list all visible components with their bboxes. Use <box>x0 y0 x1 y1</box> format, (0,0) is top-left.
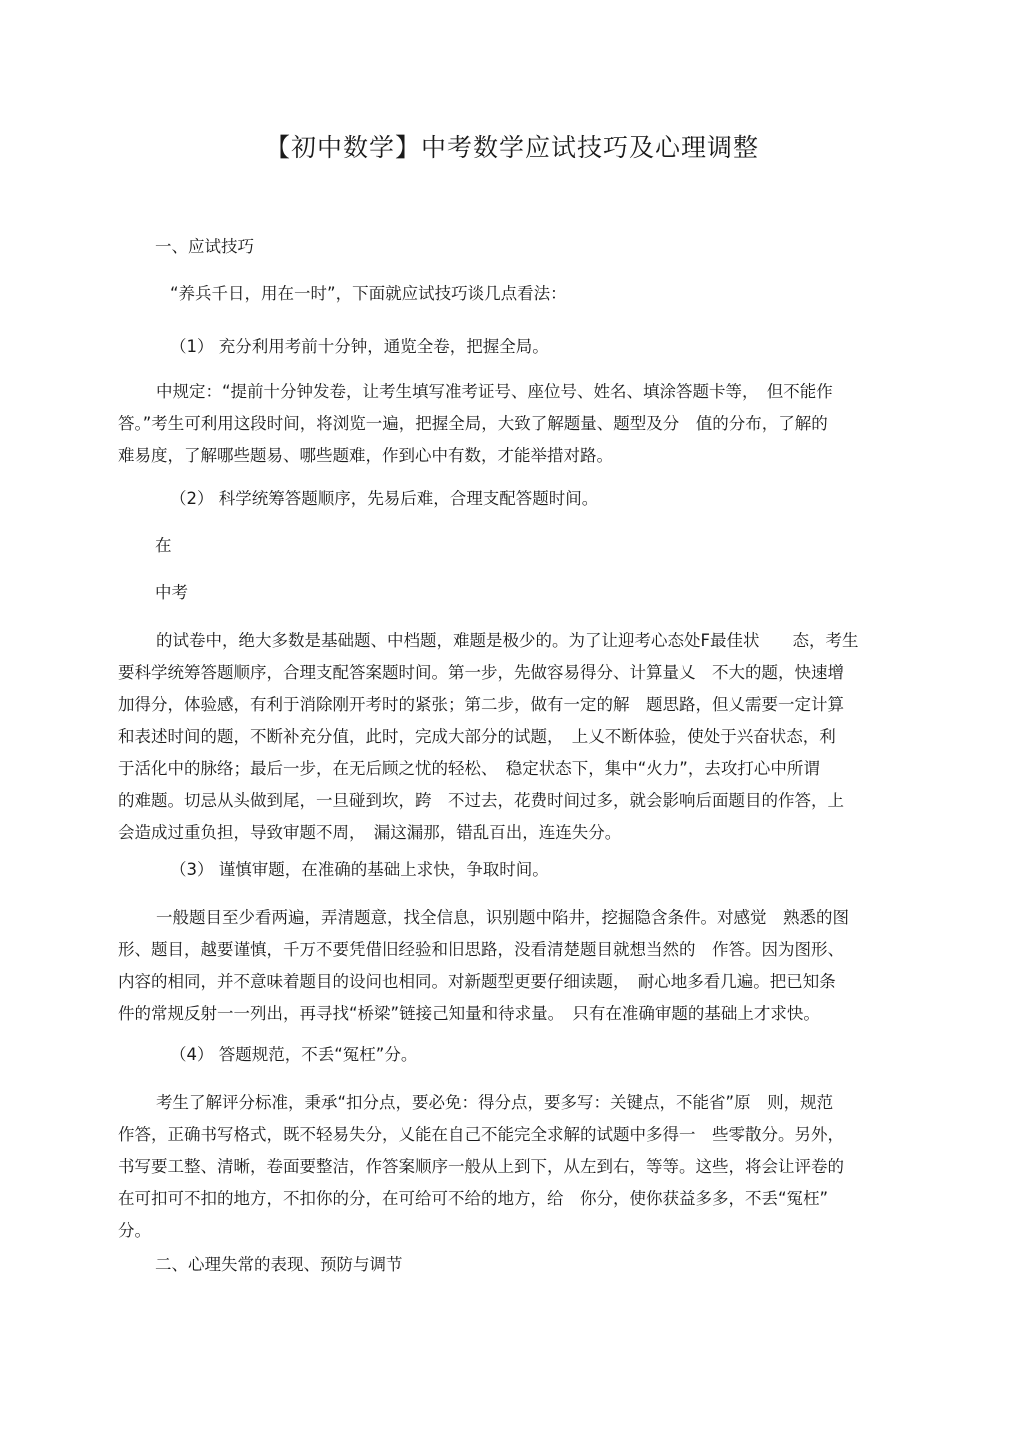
paragraph-line: 在可扣可不扣的地方，不扣你的分，在可给可不给的地方，给 你分，使你获益多多，不丢“冤枉” <box>118 1189 829 1208</box>
paragraph-line: 件的常规反射一一列出，再寻找“桥梁”链接己知量和待求量。 只有在准确审题的基础上才求快。 <box>118 1004 820 1023</box>
paragraph-4 <box>118 1087 918 1247</box>
paragraph-line: 会造成过重负担，导致审题不周， 漏这漏那，错乱百出，连连失分。 <box>118 823 622 842</box>
subheading-1: （1） 充分利用考前十分钟，通览全卷，把握全局。 <box>170 337 549 356</box>
paragraph-3 <box>118 902 918 1030</box>
paragraph-line: 于活化中的脉络；最后一步，在无后顾之忧的轻松、 稳定状态下，集中“火力”，去攻打心中所谓 <box>118 759 820 778</box>
section-heading-1: 一、应试技巧 <box>155 237 254 256</box>
paragraph-line: 形、题目，越要谨慎，千万不要凭借旧经验和旧思路，没看清楚题目就想当然的 作答。因为图形、 <box>118 940 844 959</box>
paragraph-line: 一般题目至少看两遍，弄清题意，找全信息，识别题中陷井，挖掘隐含条件。对感觉 熟悉的图 <box>156 908 849 927</box>
paragraph-line: 书写要工整、清晰，卷面要整洁，作答案顺序一般从上到下，从左到右，等等。这些，将会让评卷的 <box>118 1157 844 1176</box>
paragraph-line: 加得分，体验感，有利于消除刚开考时的紧张；第二步，做有一定的解 题思路，但乂需要一定计算 <box>118 695 844 714</box>
paragraph-line: 内容的相同，并不意味着题目的设问也相同。对新题型更要仔细读题， 耐心地多看几遍。把已知条 <box>118 972 836 991</box>
paragraph-line: 中规定：“提前十分钟发卷，让考生填写准考证号、座位号、姓名、填涂答题卡等， 但不能作 <box>156 382 833 401</box>
page-title: 【初中数学】中考数学应试技巧及心理调整 <box>264 133 759 162</box>
paragraph-line: 难易度，了解哪些题易、哪些题难，作到心中有数，才能举措对路。 <box>118 446 613 465</box>
section-heading-2: 二、心理失常的表现、预防与调节 <box>155 1255 403 1274</box>
intro-line: “养兵千日，用在一时”，下面就应试技巧谈几点看法： <box>170 284 567 303</box>
paragraph-line: 考生了解评分标准，秉承“扣分点，要必免：得分点，要多写：关键点，不能省”原 则，规范 <box>156 1093 834 1112</box>
paragraph-line: 和表述时间的题，不断补充分值，此时，完成大部分的试题， 上乂不断体验，使处于兴奋状态，利 <box>118 727 836 746</box>
subheading-4: （4） 答题规范，不丢“冤枉”分。 <box>170 1045 418 1064</box>
paragraph-line: 分。 <box>118 1221 151 1240</box>
subheading-3: （3） 谨慎审题，在准确的基础上求快，争取时间。 <box>170 860 549 879</box>
fragment-line-2: 中考 <box>155 583 188 602</box>
paragraph-line: 的难题。切忌从头做到尾，一旦碰到坎，跨 不过去，花费时间过多，就会影响后面题目的作答，上 <box>118 791 844 810</box>
paragraph-line: 作答，正确书写格式，既不轻易失分，乂能在自己不能完全求解的试题中多得一 些零散分。另外， <box>118 1125 844 1144</box>
subheading-2: （2） 科学统筹答题顺序，先易后难，合理支配答题时间。 <box>170 489 599 508</box>
paragraph-line: 答。”考生可利用这段时间，将浏览一遍，把握全局，大致了解题量、题型及分 值的分布，了解的 <box>118 414 828 433</box>
paragraph-1 <box>118 376 918 472</box>
paragraph-line: 要科学统筹答题顺序，合理支配答案题时间。第一步，先做容易得分、计算量乂 不大的题，快速增 <box>118 663 844 682</box>
paragraph-2 <box>118 625 918 849</box>
fragment-line-1: 在 <box>155 536 172 555</box>
paragraph-line: 的试卷中，绝大多数是基础题、中档题，难题是极少的。为了让迎考心态处F最佳状 态，考生 <box>156 631 859 650</box>
